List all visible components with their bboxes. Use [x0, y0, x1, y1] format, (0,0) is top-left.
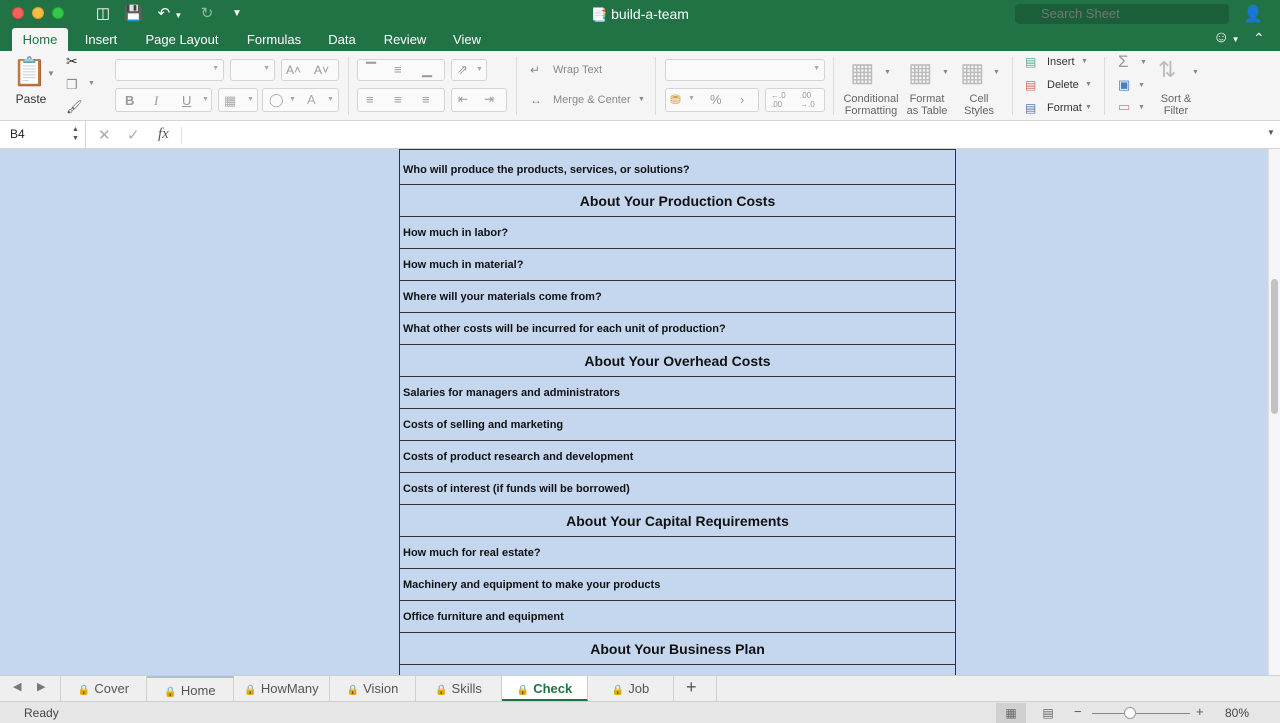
question-cell[interactable]: What other costs will be incurred for each unit of production?	[400, 313, 955, 345]
vertical-align-buttons	[357, 59, 445, 81]
sheet-tab-cover[interactable]: 🔒 Cover	[61, 676, 147, 701]
cell-styles-icon[interactable]: ▦	[960, 57, 985, 87]
delete-cells-icon[interactable]: ▤	[1025, 78, 1037, 92]
minimize-window-button[interactable]	[32, 7, 44, 19]
sheet-tab-check[interactable]: 🔒 Check	[502, 676, 588, 701]
copy-icon[interactable]: ❐	[66, 77, 78, 92]
borders-icon: ▦	[224, 93, 237, 108]
italic-button[interactable]: I	[154, 93, 159, 108]
format-cells-icon[interactable]: ▤	[1025, 101, 1037, 115]
cell-reference: B4	[10, 127, 25, 141]
question-cell[interactable]: Machinery and equipment to make your products	[400, 569, 955, 601]
insert-cells-icon[interactable]: ▤	[1025, 55, 1037, 69]
decrease-indent-icon[interactable]: ⇤	[458, 92, 469, 106]
question-cell[interactable]	[400, 665, 955, 675]
sheet-tab-home[interactable]: 🔒 Home	[147, 676, 234, 701]
align-left-icon[interactable]: ≡	[366, 92, 374, 107]
paste-icon[interactable]: 📋	[12, 56, 47, 87]
save-icon[interactable]: 💾	[124, 5, 143, 22]
section-header-cell[interactable]: About Your Business Plan	[400, 633, 955, 665]
lock-icon: 🔒	[516, 685, 530, 696]
tab-formulas[interactable]: Formulas	[246, 32, 302, 47]
increase-indent-icon[interactable]: ⇥	[484, 92, 495, 106]
number-format-select[interactable]: ▼	[665, 59, 825, 81]
vertical-scrollbar[interactable]	[1268, 149, 1280, 675]
section-header-cell[interactable]: About Your Production Costs	[400, 185, 955, 217]
section-header-cell[interactable]: About Your Capital Requirements	[400, 505, 955, 537]
checklist-table	[399, 149, 956, 675]
page-layout-view-icon[interactable]: ▤	[1042, 706, 1054, 720]
sheet-tab-vision[interactable]: 🔒 Vision	[330, 676, 416, 701]
fill-icon[interactable]: ▣	[1118, 77, 1131, 92]
bold-button[interactable]: B	[125, 93, 135, 108]
format-as-table-button[interactable]: Format as Table	[906, 93, 948, 117]
ribbon-home: 📋 ▼ Paste ✂ ❐ ▼ 🖌 ▼ ▼ A˄ A˅ B I U ▼ ▦ ▼ ◯ ▼ A ▼ ▔ ≡ ▁ ⇗ ▼ ≡ ≡ ≡ ⇤ ⇥ ↵ Wrap Text ↔ Merge & Center ▼ ▼ ⛃ ▼ % › ←.0 .00 .00 →.0 ▦ ▼ Conditional Formatting ▦ ▼ Format as Table ▦ ▼ Cell Styles ▤ Insert ▼ ▤ Delete ▼ ▤ Format ▼ Σ ▼ ▣ ▼ ▭ ▼ ⇅ ▼ Sort & Filter	[0, 51, 1280, 121]
currency-icon[interactable]: ⛃	[670, 92, 681, 107]
title-bar	[0, 0, 1280, 28]
status-ready: Ready	[24, 706, 59, 720]
tab-data[interactable]: Data	[328, 32, 356, 47]
merge-center-button[interactable]: Merge & Center	[553, 94, 631, 106]
formula-bar	[0, 121, 1280, 149]
lock-icon: 🔒	[611, 685, 625, 696]
document-icon: 📑	[591, 7, 608, 22]
sheet-tabs-bar	[0, 675, 1280, 701]
search-sheet-input[interactable]	[1015, 4, 1229, 24]
zoom-level[interactable]: 80%	[1225, 706, 1250, 720]
lock-icon: 🔒	[244, 685, 257, 696]
indent-buttons	[451, 88, 507, 112]
sheet-tab-job[interactable]: 🔒 Job	[588, 676, 674, 701]
undo-icon[interactable]: ↶ ▼	[157, 5, 183, 22]
clear-eraser-icon[interactable]: ▭	[1118, 99, 1131, 114]
font-style-buttons: B I U ▼	[115, 88, 212, 112]
copy-dropdown-icon[interactable]: ▼	[88, 80, 95, 87]
previous-sheet-icon[interactable]: ◀	[13, 681, 22, 693]
paste-label[interactable]: Paste	[15, 92, 47, 106]
sort-filter-icon[interactable]: ⇅	[1158, 57, 1177, 82]
tab-view[interactable]: View	[453, 32, 481, 47]
merge-center-icon[interactable]: ↔	[530, 93, 542, 107]
next-sheet-icon[interactable]: ▶	[37, 681, 46, 693]
delete-cells-button[interactable]: Delete	[1047, 79, 1079, 91]
wrap-text-icon[interactable]: ↵	[530, 63, 541, 77]
tab-review[interactable]: Review	[383, 32, 427, 47]
question-cell[interactable]: Costs of interest (if funds will be borrowed)	[400, 473, 955, 505]
conditional-formatting-icon[interactable]: ▦	[850, 57, 875, 87]
lock-icon: 🔒	[164, 687, 177, 698]
question-cell[interactable]: How much in labor?	[400, 217, 955, 249]
orientation-button[interactable]: ⇗ ▼	[451, 59, 487, 81]
horizontal-align-buttons	[357, 88, 445, 112]
percent-button[interactable]: %	[710, 92, 722, 107]
question-cell[interactable]: Office furniture and equipment	[400, 601, 955, 633]
increase-font-icon[interactable]: A˄	[286, 63, 302, 77]
align-middle-icon[interactable]: ≡	[394, 62, 402, 77]
lock-icon: 🔒	[435, 685, 448, 696]
sort-filter-button[interactable]: Sort & Filter	[1160, 93, 1192, 117]
add-sheet-icon[interactable]: +	[686, 677, 697, 697]
orientation-icon: ⇗	[457, 62, 468, 77]
worksheet-grid[interactable]	[0, 149, 1268, 675]
font-family-select[interactable]: ▼	[115, 59, 224, 81]
align-right-icon[interactable]: ≡	[422, 92, 430, 107]
autosum-icon[interactable]: Σ	[1118, 52, 1129, 71]
enter-check-icon[interactable]: ✓	[127, 127, 140, 144]
lock-icon: 🔒	[77, 685, 91, 696]
status-bar	[0, 701, 1280, 723]
sidebar-toggle-icon[interactable]: ◫	[95, 5, 111, 22]
window-title: build-a-team	[611, 6, 689, 22]
formula-input[interactable]	[190, 127, 1250, 143]
ribbon-tabs	[0, 28, 1280, 51]
font-size-buttons	[281, 59, 339, 81]
fill-color-icon[interactable]: ◯	[269, 92, 284, 107]
redo-icon[interactable]: ↻	[200, 5, 214, 22]
cell-styles-button[interactable]: Cell Styles	[964, 93, 994, 117]
collapse-ribbon-icon[interactable]: ⌃	[1253, 30, 1265, 46]
lock-icon: 🔒	[346, 685, 360, 696]
vertical-scroll-thumb[interactable]	[1271, 279, 1278, 414]
tab-home[interactable]: Home	[12, 28, 68, 51]
sheet-tab-howmany[interactable]: 🔒 HowMany	[234, 676, 330, 701]
fill-font-color-buttons: ◯ ▼ A ▼	[262, 88, 339, 112]
format-cells-button[interactable]: Format	[1047, 102, 1082, 114]
decimal-buttons	[765, 88, 825, 112]
align-bottom-icon[interactable]: ▁	[422, 62, 432, 77]
cancel-icon[interactable]: ✕	[98, 127, 111, 144]
align-top-icon[interactable]: ▔	[366, 62, 376, 77]
align-center-icon[interactable]: ≡	[394, 92, 402, 107]
section-header-cell[interactable]: About Your Overhead Costs	[400, 345, 955, 377]
format-as-table-icon[interactable]: ▦	[908, 57, 933, 87]
sheet-tab-skills[interactable]: 🔒 Skills	[416, 676, 502, 701]
wrap-text-button[interactable]: Wrap Text	[553, 64, 603, 76]
question-cell[interactable]: How much in material?	[400, 249, 955, 281]
decrease-font-icon[interactable]: A˅	[314, 63, 330, 77]
question-cell[interactable]: Where will your materials come from?	[400, 281, 955, 313]
tab-insert[interactable]: Insert	[84, 32, 118, 47]
question-cell[interactable]: How much for real estate?	[400, 537, 955, 569]
conditional-formatting-button[interactable]: Conditional Formatting	[843, 93, 899, 117]
customize-toolbar-icon[interactable]: ▼	[232, 8, 242, 19]
normal-view-icon[interactable]: ▦	[996, 703, 1026, 723]
question-cell[interactable]: Who will produce the products, services, or solutions?	[400, 149, 955, 185]
question-cell[interactable]: Salaries for managers and administrators	[400, 377, 955, 409]
zoom-slider-knob[interactable]	[1124, 707, 1136, 719]
number-format-buttons: ⛃ ▼ % ›	[665, 88, 759, 112]
question-cell[interactable]: Costs of product research and development	[400, 441, 955, 473]
paste-dropdown-icon[interactable]: ▼	[47, 69, 55, 78]
feedback-smiley-icon[interactable]: ☺ ▼	[1213, 29, 1240, 46]
name-box-stepper-icon[interactable]: ▲ ▼	[72, 126, 79, 142]
cut-icon[interactable]: ✂	[66, 53, 78, 69]
format-painter-icon[interactable]: 🖌	[66, 99, 83, 114]
share-person-icon[interactable]: 👤	[1243, 6, 1263, 23]
borders-button[interactable]: ▦ ▼	[218, 88, 258, 112]
insert-function-button[interactable]: fx	[158, 126, 169, 142]
decrease-decimal-icon[interactable]: .00 →.0	[800, 91, 815, 109]
zoom-slider[interactable]	[1092, 713, 1190, 714]
maximize-window-button[interactable]	[52, 7, 64, 19]
zoom-in-icon[interactable]: +	[1196, 704, 1204, 719]
expand-formula-bar-icon[interactable]: ▼	[1267, 128, 1275, 137]
close-window-button[interactable]	[12, 7, 24, 19]
increase-decimal-icon[interactable]: ←.0 .00	[771, 91, 786, 109]
font-color-icon[interactable]: A	[307, 92, 316, 107]
question-cell[interactable]: Costs of selling and marketing	[400, 409, 955, 441]
underline-button[interactable]: U	[182, 93, 192, 108]
comma-style-icon[interactable]: ›	[740, 92, 745, 107]
insert-cells-button[interactable]: Insert	[1047, 56, 1075, 68]
font-size-select[interactable]: ▼	[230, 59, 275, 81]
zoom-out-icon[interactable]: −	[1074, 704, 1082, 719]
tab-page-layout[interactable]: Page Layout	[145, 32, 219, 47]
